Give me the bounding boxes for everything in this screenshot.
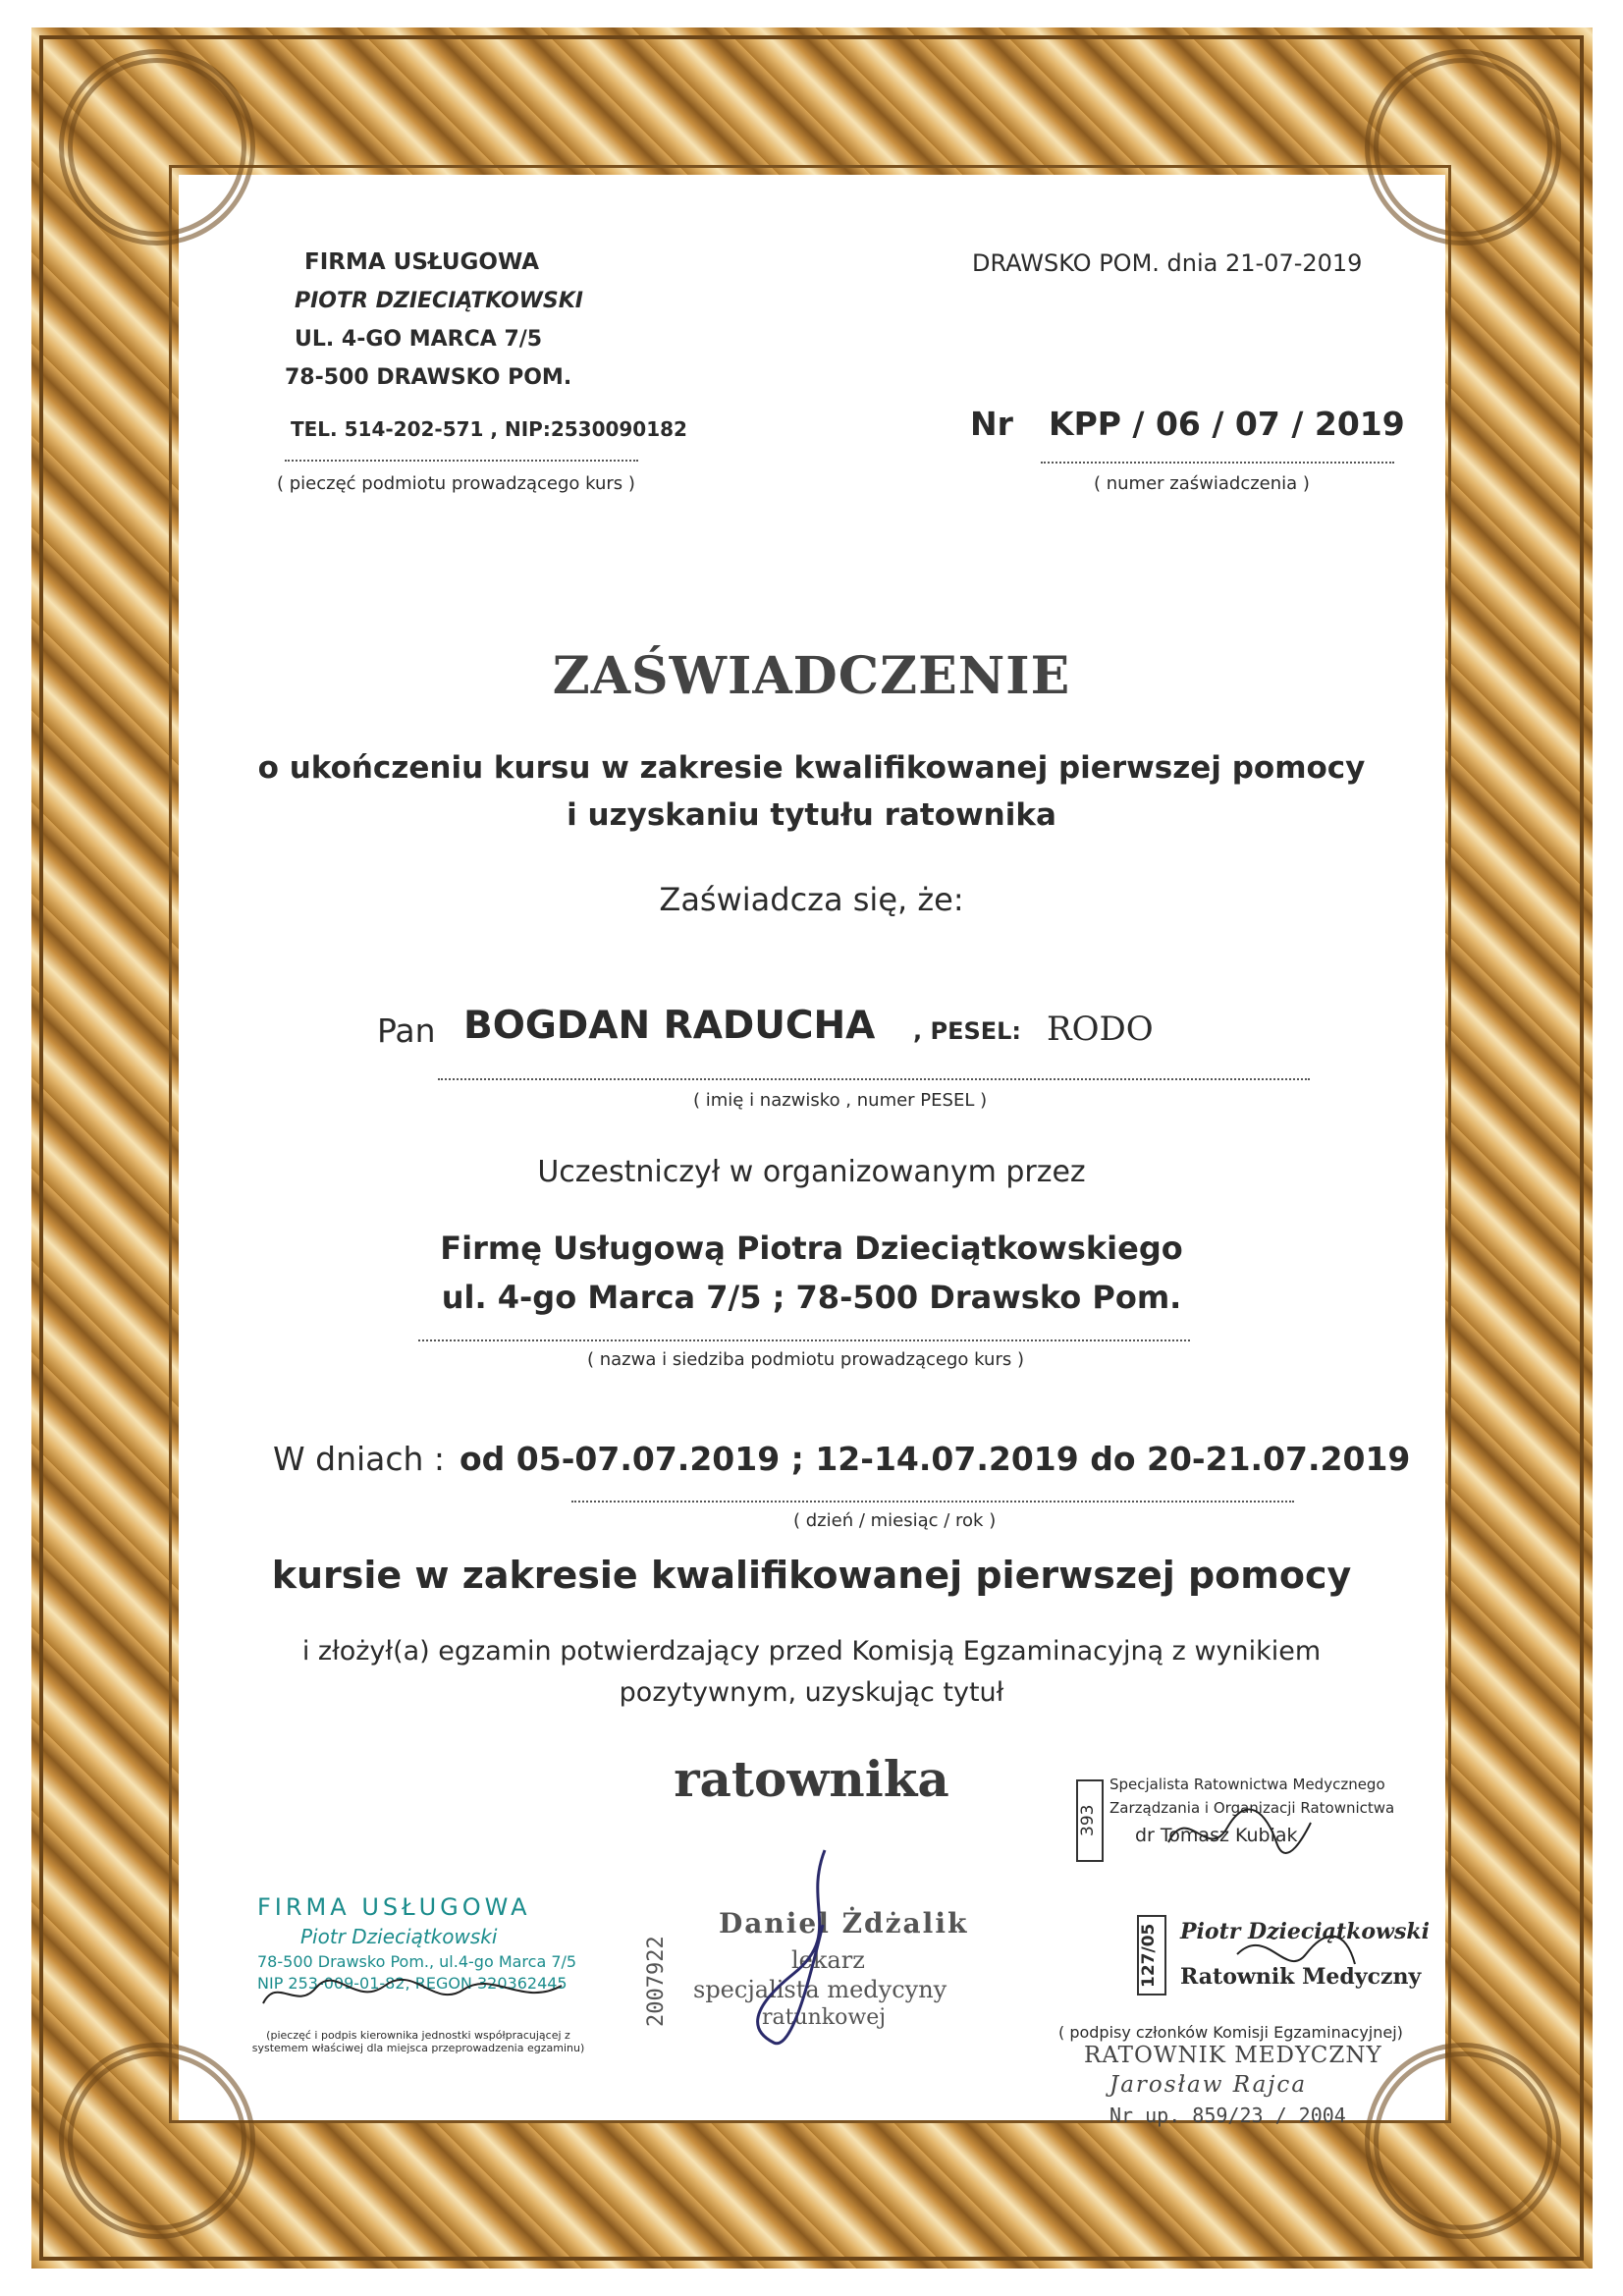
stamp-company-caption: (pieczęć i podpis kierownika jednostki współpracującej z systemem właściwej dla miejsca przeprowadzenia egzaminu) <box>251 2029 585 2054</box>
dates-dotted-line <box>571 1501 1294 1503</box>
person-caption: ( imię i nazwisko , numer PESEL ) <box>693 1090 988 1111</box>
stamp-specialist-line-3: dr Tomasz Kubiak <box>1135 1825 1298 1846</box>
page-title: ZAŚWIADCZENIE <box>552 646 1071 706</box>
issuer-company: FIRMA USŁUGOWA <box>304 249 540 275</box>
number-prefix: Nr <box>970 405 1013 443</box>
person-dotted-line <box>438 1078 1310 1080</box>
issuer-caption: ( pieczęć podmiotu prowadzącego kurs ) <box>277 473 635 494</box>
dates-label: W dniach : <box>273 1440 446 1478</box>
signature-paramedic <box>1227 1925 1365 1984</box>
stamp-paramedic-line-2: Ratownik Medyczny <box>1180 1964 1422 1990</box>
issuer-city: 78-500 DRAWSKO POM. <box>285 365 572 390</box>
corner-knot-icon <box>1365 49 1561 246</box>
stamp-rajca-line-3: Nr up. 859/23 / 2004 <box>1109 2104 1346 2127</box>
organizer-dotted-line <box>418 1339 1190 1341</box>
stamp-company-line-1: FIRMA USŁUGOWA <box>257 1893 531 1921</box>
signature-zdzalik <box>734 1846 852 2062</box>
earned-title: ratownika <box>674 1750 949 1808</box>
stamp-paramedic-number: 127/05 <box>1137 1915 1166 1995</box>
stamp-company-line-2: Piotr Dzieciątkowski <box>300 1925 498 1948</box>
course-name: kursie w zakresie kwalifikowanej pierwszej pomocy <box>271 1554 1352 1597</box>
person-name: BOGDAN RADUCHA <box>463 1004 876 1048</box>
stamp-doctor-line-3: specjalista medycyny <box>693 1976 947 2003</box>
date-line: DRAWSKO POM. dnia 21-07-2019 <box>972 249 1363 277</box>
stamp-specialist-line-2: Zarządzania i Organizacji Ratownictwa <box>1109 1799 1395 1817</box>
stamp-doctor-line-1: Daniel Żdżalik <box>719 1907 969 1940</box>
pesel-label: , PESEL: <box>913 1017 1022 1045</box>
organizer-line-2: ul. 4-go Marca 7/5 ; 78-500 Drawsko Pom. <box>441 1279 1182 1316</box>
pesel-value: RODO <box>1047 1010 1154 1049</box>
issuer-dotted-line <box>285 460 638 462</box>
exam-line-2: pozytywnym, uzyskując tytuł <box>619 1677 1004 1708</box>
number-caption: ( numer zaświadczenia ) <box>1094 473 1310 494</box>
stamp-rajca-line-1: RATOWNIK MEDYCZNY <box>1084 2043 1382 2068</box>
stamp-company-line-4: NIP 253-009-01-82, REGON 320362445 <box>257 1974 568 1993</box>
stamp-specialist-line-1: Specjalista Ratownictwa Medycznego <box>1109 1776 1385 1793</box>
issuer-owner: PIOTR DZIECIĄTKOWSKI <box>295 289 583 313</box>
stamp-company-line-3: 78-500 Drawsko Pom., ul.4-go Marca 7/5 <box>257 1952 577 1971</box>
number-value: KPP / 06 / 07 / 2019 <box>1049 405 1405 443</box>
issuer-contact: TEL. 514-202-571 , NIP:2530090182 <box>291 417 687 441</box>
corner-knot-icon <box>1365 2043 1561 2239</box>
subtitle-line-1: o ukończeniu kursu w zakresie kwalifikowanej pierwszej pomocy <box>257 750 1366 786</box>
commission-caption: ( podpisy członków Komisji Egzaminacyjnej) <box>1058 2023 1403 2042</box>
stamp-rajca-line-2: Jarosław Rajca <box>1109 2072 1308 2098</box>
corner-knot-icon <box>59 49 255 246</box>
signature-kubiak <box>1159 1803 1316 1862</box>
organizer-caption: ( nazwa i siedziba podmiotu prowadzącego kurs ) <box>587 1349 1024 1370</box>
organizer-line-1: Firmę Usługową Piotra Dzieciątkowskiego <box>440 1230 1183 1267</box>
dates-caption: ( dzień / miesiąc / rok ) <box>793 1510 997 1531</box>
number-dotted-line <box>1041 462 1394 464</box>
stamp-paramedic-line-1: Piotr Dzieciątkowski <box>1180 1919 1430 1944</box>
certifies-text: Zaświadcza się, że: <box>659 881 964 918</box>
person-prefix: Pan <box>377 1011 436 1050</box>
corner-knot-icon <box>59 2043 255 2239</box>
stamp-specialist-number: 393 <box>1076 1779 1104 1862</box>
dates-value: od 05-07.07.2019 ; 12-14.07.2019 do 20-21.07.2019 <box>460 1440 1411 1478</box>
signature-dzieciatkowski <box>257 1968 571 2021</box>
subtitle-line-2: i uzyskaniu tytułu ratownika <box>567 797 1056 833</box>
stamp-doctor-number: 2007922 <box>644 1936 669 2027</box>
participated-text: Uczestniczył w organizowanym przez <box>537 1155 1086 1189</box>
exam-line-1: i złożył(a) egzamin potwierdzający przed Komisją Egzaminacyjną z wynikiem <box>301 1636 1322 1667</box>
issuer-street: UL. 4-GO MARCA 7/5 <box>295 327 543 352</box>
stamp-doctor-line-4: ratunkowej <box>762 2005 887 2030</box>
stamp-rajca <box>1076 2033 1390 2131</box>
stamp-doctor-line-2: lekarz <box>791 1946 865 1974</box>
